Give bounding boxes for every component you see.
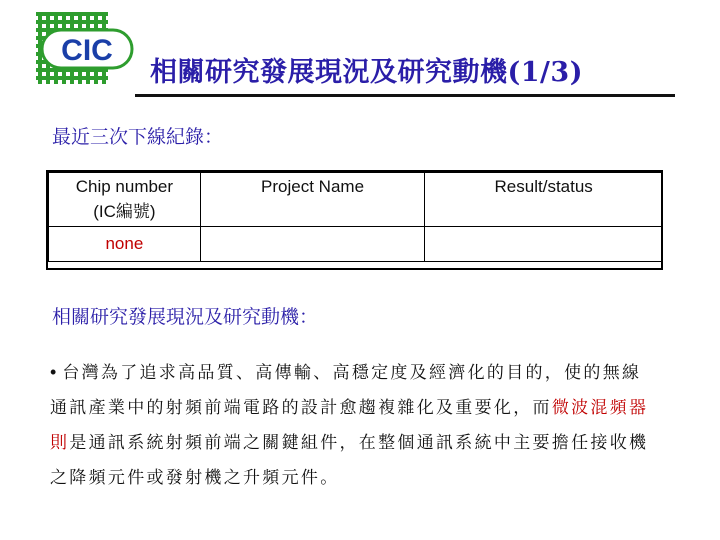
motivation-heading: 相關研究發展現況及研究動機：	[52, 306, 319, 328]
column-header-line: Project Name	[261, 177, 365, 196]
column-header-line: Result/status	[494, 177, 593, 196]
table-header-row	[49, 173, 663, 227]
logo-grid-bar	[36, 76, 108, 80]
title-divider	[135, 94, 675, 97]
paragraph-text-part1: 台灣為了追求高品質、高傳輸、高穩定度及經濟化的目的，使的無線通訊產業中的射頻前端電路的設計愈趨複雜化及重要化，而	[50, 363, 642, 418]
column-header-project-name	[200, 173, 425, 227]
bullet-mark: •	[50, 362, 57, 382]
table-row	[49, 227, 663, 262]
logo-grid-bar	[36, 20, 108, 24]
cell-project-name	[200, 227, 425, 262]
logo-grid-bar	[36, 12, 108, 16]
page-title: 相關研究發展現況及研究動機(1/3)	[150, 57, 583, 88]
column-header-result-status	[425, 173, 663, 227]
column-header-line: Chip number	[75, 177, 174, 196]
cic-logo	[28, 8, 138, 88]
column-header-chip-number	[49, 173, 201, 227]
paragraph-text-part2: 是通訊系統射頻前端之關鍵組件，在整個通訊系統中主要擔任接收機之降頻元件或發射機之升頻元件。	[50, 433, 649, 488]
paragraph-highlight: 微波混頻器則	[50, 398, 649, 453]
cell-result-status	[425, 227, 663, 262]
records-table	[48, 172, 663, 262]
motivation-paragraph	[50, 355, 660, 496]
records-heading: 最近三次下線紀錄：	[52, 126, 224, 148]
logo-text: CIC	[61, 34, 113, 67]
column-header-line: (IC編號)	[93, 202, 156, 221]
cell-chip-number: none	[49, 227, 201, 262]
